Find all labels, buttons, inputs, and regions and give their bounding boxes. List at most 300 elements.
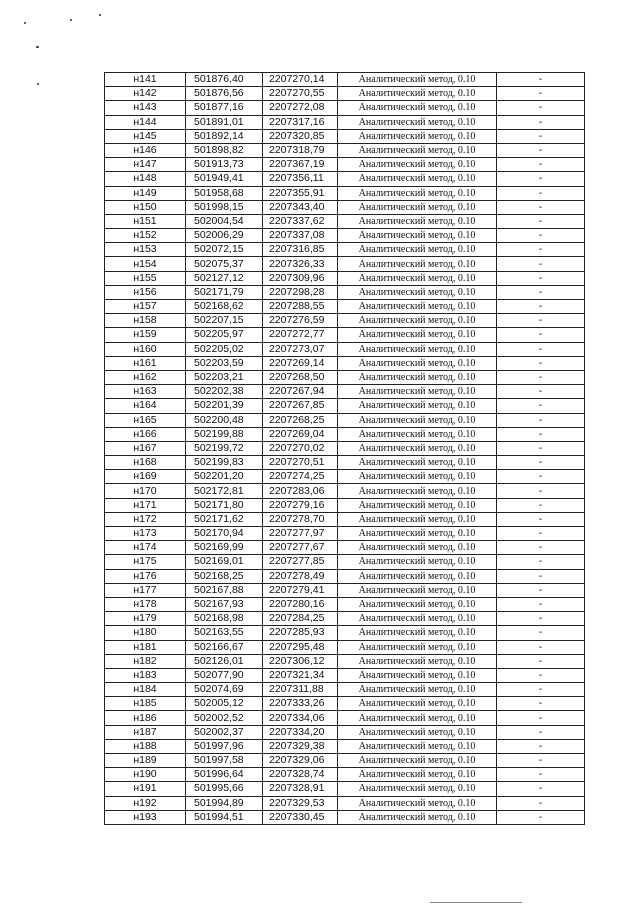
y-coordinate-cell: 2207285,93: [263, 626, 338, 640]
y-coordinate-cell: 2207295,48: [263, 640, 338, 654]
y-coordinate-cell: 2207268,25: [263, 413, 338, 427]
y-coordinate-cell: 2207274,25: [263, 470, 338, 484]
point-id-cell: н177: [105, 583, 186, 597]
y-coordinate-cell: 2207328,91: [263, 782, 338, 796]
table-row: [105, 810, 585, 824]
scan-speck: [24, 22, 26, 24]
x-coordinate-cell: 501958,68: [186, 186, 263, 200]
table-row: [105, 782, 585, 796]
method-accuracy-cell: Аналитический метод, 0.10: [338, 754, 497, 768]
table-row: [105, 512, 585, 526]
x-coordinate-cell: 502072,15: [186, 243, 263, 257]
extra-value-cell: -: [497, 512, 585, 526]
point-id-cell: н173: [105, 527, 186, 541]
table-row: [105, 356, 585, 370]
extra-value-cell: -: [497, 541, 585, 555]
extra-value-cell: -: [497, 654, 585, 668]
extra-value-cell: -: [497, 158, 585, 172]
table-row: [105, 413, 585, 427]
method-accuracy-cell: Аналитический метод, 0.10: [338, 654, 497, 668]
table-row: [105, 342, 585, 356]
point-id-cell: н181: [105, 640, 186, 654]
extra-value-cell: -: [497, 668, 585, 682]
table-row: [105, 725, 585, 739]
table-row: [105, 768, 585, 782]
extra-value-cell: -: [497, 172, 585, 186]
method-accuracy-cell: Аналитический метод, 0.10: [338, 214, 497, 228]
extra-value-cell: -: [497, 569, 585, 583]
y-coordinate-cell: 2207272,77: [263, 328, 338, 342]
point-id-cell: н152: [105, 229, 186, 243]
point-id-cell: н168: [105, 456, 186, 470]
x-coordinate-cell: 502169,01: [186, 555, 263, 569]
extra-value-cell: -: [497, 583, 585, 597]
y-coordinate-cell: 2207329,38: [263, 739, 338, 753]
extra-value-cell: -: [497, 399, 585, 413]
method-accuracy-cell: Аналитический метод, 0.10: [338, 87, 497, 101]
point-id-cell: н192: [105, 796, 186, 810]
method-accuracy-cell: Аналитический метод, 0.10: [338, 186, 497, 200]
method-accuracy-cell: Аналитический метод, 0.10: [338, 626, 497, 640]
point-id-cell: н145: [105, 129, 186, 143]
table-row: [105, 115, 585, 129]
table-row: [105, 229, 585, 243]
method-accuracy-cell: Аналитический метод, 0.10: [338, 796, 497, 810]
y-coordinate-cell: 2207333,26: [263, 697, 338, 711]
x-coordinate-cell: 502201,20: [186, 470, 263, 484]
y-coordinate-cell: 2207273,07: [263, 342, 338, 356]
y-coordinate-cell: 2207283,06: [263, 484, 338, 498]
point-id-cell: н179: [105, 612, 186, 626]
table-row: [105, 158, 585, 172]
method-accuracy-cell: Аналитический метод, 0.10: [338, 257, 497, 271]
table-row: [105, 300, 585, 314]
extra-value-cell: -: [497, 356, 585, 370]
x-coordinate-cell: 501994,89: [186, 796, 263, 810]
table-row: [105, 186, 585, 200]
method-accuracy-cell: Аналитический метод, 0.10: [338, 527, 497, 541]
method-accuracy-cell: Аналитический метод, 0.10: [338, 370, 497, 384]
table-row: [105, 668, 585, 682]
y-coordinate-cell: 2207329,06: [263, 754, 338, 768]
table-row: [105, 87, 585, 101]
extra-value-cell: -: [497, 640, 585, 654]
x-coordinate-cell: 502169,99: [186, 541, 263, 555]
extra-value-cell: -: [497, 597, 585, 611]
extra-value-cell: -: [497, 300, 585, 314]
y-coordinate-cell: 2207277,67: [263, 541, 338, 555]
x-coordinate-cell: 502168,98: [186, 612, 263, 626]
x-coordinate-cell: 502004,54: [186, 214, 263, 228]
point-id-cell: н174: [105, 541, 186, 555]
y-coordinate-cell: 2207318,79: [263, 143, 338, 157]
x-coordinate-cell: 502126,01: [186, 654, 263, 668]
x-coordinate-cell: 501891,01: [186, 115, 263, 129]
extra-value-cell: -: [497, 370, 585, 384]
extra-value-cell: -: [497, 796, 585, 810]
point-id-cell: н169: [105, 470, 186, 484]
table-row: [105, 654, 585, 668]
point-id-cell: н142: [105, 87, 186, 101]
scan-speck: [99, 14, 101, 16]
y-coordinate-cell: 2207337,62: [263, 214, 338, 228]
table-row: [105, 796, 585, 810]
point-id-cell: н183: [105, 668, 186, 682]
point-id-cell: н153: [105, 243, 186, 257]
x-coordinate-cell: 501997,96: [186, 739, 263, 753]
y-coordinate-cell: 2207267,94: [263, 385, 338, 399]
method-accuracy-cell: Аналитический метод, 0.10: [338, 328, 497, 342]
x-coordinate-cell: 501876,40: [186, 73, 263, 87]
scan-speck: [70, 19, 72, 21]
method-accuracy-cell: Аналитический метод, 0.10: [338, 441, 497, 455]
method-accuracy-cell: Аналитический метод, 0.10: [338, 413, 497, 427]
x-coordinate-cell: 502171,62: [186, 512, 263, 526]
extra-value-cell: -: [497, 214, 585, 228]
extra-value-cell: -: [497, 683, 585, 697]
x-coordinate-cell: 501876,56: [186, 87, 263, 101]
extra-value-cell: -: [497, 555, 585, 569]
point-id-cell: н163: [105, 385, 186, 399]
extra-value-cell: -: [497, 626, 585, 640]
method-accuracy-cell: Аналитический метод, 0.10: [338, 271, 497, 285]
point-id-cell: н170: [105, 484, 186, 498]
extra-value-cell: -: [497, 697, 585, 711]
table-row: [105, 541, 585, 555]
x-coordinate-cell: 502002,52: [186, 711, 263, 725]
point-id-cell: н141: [105, 73, 186, 87]
x-coordinate-cell: 501877,16: [186, 101, 263, 115]
table-row: [105, 498, 585, 512]
method-accuracy-cell: Аналитический метод, 0.10: [338, 143, 497, 157]
table-row: [105, 214, 585, 228]
x-coordinate-cell: 502171,80: [186, 498, 263, 512]
table-row: [105, 257, 585, 271]
scan-speck: [37, 83, 39, 85]
method-accuracy-cell: Аналитический метод, 0.10: [338, 243, 497, 257]
extra-value-cell: -: [497, 285, 585, 299]
x-coordinate-cell: 502168,62: [186, 300, 263, 314]
x-coordinate-cell: 502006,29: [186, 229, 263, 243]
method-accuracy-cell: Аналитический метод, 0.10: [338, 300, 497, 314]
method-accuracy-cell: Аналитический метод, 0.10: [338, 612, 497, 626]
point-id-cell: н151: [105, 214, 186, 228]
method-accuracy-cell: Аналитический метод, 0.10: [338, 768, 497, 782]
y-coordinate-cell: 2207309,96: [263, 271, 338, 285]
method-accuracy-cell: Аналитический метод, 0.10: [338, 668, 497, 682]
y-coordinate-cell: 2207272,08: [263, 101, 338, 115]
x-coordinate-cell: 501898,82: [186, 143, 263, 157]
x-coordinate-cell: 502167,93: [186, 597, 263, 611]
table-row: [105, 172, 585, 186]
extra-value-cell: -: [497, 328, 585, 342]
x-coordinate-cell: 501994,51: [186, 810, 263, 824]
x-coordinate-cell: 501913,73: [186, 158, 263, 172]
point-id-cell: н161: [105, 356, 186, 370]
point-id-cell: н180: [105, 626, 186, 640]
method-accuracy-cell: Аналитический метод, 0.10: [338, 285, 497, 299]
y-coordinate-cell: 2207320,85: [263, 129, 338, 143]
x-coordinate-cell: 502202,38: [186, 385, 263, 399]
point-id-cell: н159: [105, 328, 186, 342]
y-coordinate-cell: 2207337,08: [263, 229, 338, 243]
x-coordinate-cell: 501998,15: [186, 200, 263, 214]
y-coordinate-cell: 2207276,59: [263, 314, 338, 328]
extra-value-cell: -: [497, 810, 585, 824]
table-row: [105, 597, 585, 611]
x-coordinate-cell: 501995,66: [186, 782, 263, 796]
y-coordinate-cell: 2207277,97: [263, 527, 338, 541]
table-row: [105, 427, 585, 441]
extra-value-cell: -: [497, 456, 585, 470]
table-row: [105, 470, 585, 484]
x-coordinate-cell: 502203,59: [186, 356, 263, 370]
y-coordinate-cell: 2207277,85: [263, 555, 338, 569]
y-coordinate-cell: 2207267,85: [263, 399, 338, 413]
extra-value-cell: -: [497, 73, 585, 87]
y-coordinate-cell: 2207268,50: [263, 370, 338, 384]
table-row: [105, 569, 585, 583]
extra-value-cell: -: [497, 87, 585, 101]
table-row: [105, 385, 585, 399]
x-coordinate-cell: 502207,15: [186, 314, 263, 328]
point-id-cell: н191: [105, 782, 186, 796]
method-accuracy-cell: Аналитический метод, 0.10: [338, 597, 497, 611]
extra-value-cell: -: [497, 243, 585, 257]
x-coordinate-cell: 501997,58: [186, 754, 263, 768]
point-id-cell: н189: [105, 754, 186, 768]
method-accuracy-cell: Аналитический метод, 0.10: [338, 484, 497, 498]
x-coordinate-cell: 502127,12: [186, 271, 263, 285]
point-id-cell: н157: [105, 300, 186, 314]
extra-value-cell: -: [497, 711, 585, 725]
footer-rule: [430, 902, 522, 903]
x-coordinate-cell: 501949,41: [186, 172, 263, 186]
table-row: [105, 243, 585, 257]
y-coordinate-cell: 2207306,12: [263, 654, 338, 668]
y-coordinate-cell: 2207311,88: [263, 683, 338, 697]
method-accuracy-cell: Аналитический метод, 0.10: [338, 697, 497, 711]
y-coordinate-cell: 2207326,33: [263, 257, 338, 271]
point-id-cell: н150: [105, 200, 186, 214]
extra-value-cell: -: [497, 470, 585, 484]
y-coordinate-cell: 2207316,85: [263, 243, 338, 257]
point-id-cell: н184: [105, 683, 186, 697]
extra-value-cell: -: [497, 768, 585, 782]
method-accuracy-cell: Аналитический метод, 0.10: [338, 314, 497, 328]
table-row: [105, 683, 585, 697]
point-id-cell: н147: [105, 158, 186, 172]
extra-value-cell: -: [497, 115, 585, 129]
extra-value-cell: -: [497, 271, 585, 285]
method-accuracy-cell: Аналитический метод, 0.10: [338, 470, 497, 484]
x-coordinate-cell: 502166,67: [186, 640, 263, 654]
point-id-cell: н149: [105, 186, 186, 200]
y-coordinate-cell: 2207270,51: [263, 456, 338, 470]
y-coordinate-cell: 2207269,04: [263, 427, 338, 441]
method-accuracy-cell: Аналитический метод, 0.10: [338, 782, 497, 796]
point-id-cell: н185: [105, 697, 186, 711]
y-coordinate-cell: 2207330,45: [263, 810, 338, 824]
x-coordinate-cell: 502002,37: [186, 725, 263, 739]
method-accuracy-cell: Аналитический метод, 0.10: [338, 498, 497, 512]
table-row: [105, 527, 585, 541]
table-row: [105, 314, 585, 328]
y-coordinate-cell: 2207278,49: [263, 569, 338, 583]
extra-value-cell: -: [497, 527, 585, 541]
method-accuracy-cell: Аналитический метод, 0.10: [338, 569, 497, 583]
table-row: [105, 73, 585, 87]
method-accuracy-cell: Аналитический метод, 0.10: [338, 583, 497, 597]
extra-value-cell: -: [497, 413, 585, 427]
x-coordinate-cell: 502172,81: [186, 484, 263, 498]
x-coordinate-cell: 502199,88: [186, 427, 263, 441]
x-coordinate-cell: 502170,94: [186, 527, 263, 541]
method-accuracy-cell: Аналитический метод, 0.10: [338, 683, 497, 697]
extra-value-cell: -: [497, 739, 585, 753]
table-row: [105, 271, 585, 285]
table-row: [105, 555, 585, 569]
point-id-cell: н186: [105, 711, 186, 725]
table-row: [105, 583, 585, 597]
point-id-cell: н190: [105, 768, 186, 782]
extra-value-cell: -: [497, 101, 585, 115]
table-row: [105, 129, 585, 143]
y-coordinate-cell: 2207270,55: [263, 87, 338, 101]
point-id-cell: н160: [105, 342, 186, 356]
method-accuracy-cell: Аналитический метод, 0.10: [338, 725, 497, 739]
method-accuracy-cell: Аналитический метод, 0.10: [338, 739, 497, 753]
method-accuracy-cell: Аналитический метод, 0.10: [338, 427, 497, 441]
y-coordinate-cell: 2207284,25: [263, 612, 338, 626]
y-coordinate-cell: 2207279,41: [263, 583, 338, 597]
y-coordinate-cell: 2207279,16: [263, 498, 338, 512]
table-row: [105, 399, 585, 413]
point-id-cell: н176: [105, 569, 186, 583]
method-accuracy-cell: Аналитический метод, 0.10: [338, 711, 497, 725]
method-accuracy-cell: Аналитический метод, 0.10: [338, 342, 497, 356]
y-coordinate-cell: 2207334,20: [263, 725, 338, 739]
point-id-cell: н171: [105, 498, 186, 512]
method-accuracy-cell: Аналитический метод, 0.10: [338, 158, 497, 172]
point-id-cell: н154: [105, 257, 186, 271]
table-row: [105, 754, 585, 768]
method-accuracy-cell: Аналитический метод, 0.10: [338, 555, 497, 569]
point-id-cell: н187: [105, 725, 186, 739]
table-row: [105, 285, 585, 299]
extra-value-cell: -: [497, 385, 585, 399]
coordinate-table: [104, 72, 585, 825]
extra-value-cell: -: [497, 427, 585, 441]
table-row: [105, 739, 585, 753]
table-row: [105, 484, 585, 498]
point-id-cell: н165: [105, 413, 186, 427]
point-id-cell: н148: [105, 172, 186, 186]
y-coordinate-cell: 2207269,14: [263, 356, 338, 370]
method-accuracy-cell: Аналитический метод, 0.10: [338, 356, 497, 370]
method-accuracy-cell: Аналитический метод, 0.10: [338, 640, 497, 654]
y-coordinate-cell: 2207321,34: [263, 668, 338, 682]
extra-value-cell: -: [497, 229, 585, 243]
y-coordinate-cell: 2207270,14: [263, 73, 338, 87]
x-coordinate-cell: 501892,14: [186, 129, 263, 143]
extra-value-cell: -: [497, 342, 585, 356]
method-accuracy-cell: Аналитический метод, 0.10: [338, 172, 497, 186]
extra-value-cell: -: [497, 782, 585, 796]
point-id-cell: н172: [105, 512, 186, 526]
y-coordinate-cell: 2207317,16: [263, 115, 338, 129]
x-coordinate-cell: 502205,02: [186, 342, 263, 356]
y-coordinate-cell: 2207355,91: [263, 186, 338, 200]
y-coordinate-cell: 2207270,02: [263, 441, 338, 455]
scan-speck: [36, 46, 39, 48]
method-accuracy-cell: Аналитический метод, 0.10: [338, 385, 497, 399]
x-coordinate-cell: 502167,88: [186, 583, 263, 597]
y-coordinate-cell: 2207280,16: [263, 597, 338, 611]
y-coordinate-cell: 2207278,70: [263, 512, 338, 526]
x-coordinate-cell: 502199,83: [186, 456, 263, 470]
extra-value-cell: -: [497, 129, 585, 143]
y-coordinate-cell: 2207343,40: [263, 200, 338, 214]
table-row: [105, 143, 585, 157]
table-row: [105, 101, 585, 115]
point-id-cell: н182: [105, 654, 186, 668]
extra-value-cell: -: [497, 441, 585, 455]
x-coordinate-cell: 502074,69: [186, 683, 263, 697]
table-row: [105, 200, 585, 214]
point-id-cell: н158: [105, 314, 186, 328]
table-row: [105, 370, 585, 384]
y-coordinate-cell: 2207334,06: [263, 711, 338, 725]
point-id-cell: н155: [105, 271, 186, 285]
point-id-cell: н144: [105, 115, 186, 129]
method-accuracy-cell: Аналитический метод, 0.10: [338, 512, 497, 526]
y-coordinate-cell: 2207328,74: [263, 768, 338, 782]
x-coordinate-cell: 502205,97: [186, 328, 263, 342]
table-row: [105, 456, 585, 470]
y-coordinate-cell: 2207329,53: [263, 796, 338, 810]
x-coordinate-cell: 502168,25: [186, 569, 263, 583]
method-accuracy-cell: Аналитический метод, 0.10: [338, 73, 497, 87]
table-row: [105, 640, 585, 654]
table-row: [105, 441, 585, 455]
point-id-cell: н188: [105, 739, 186, 753]
extra-value-cell: -: [497, 484, 585, 498]
x-coordinate-cell: 502075,37: [186, 257, 263, 271]
method-accuracy-cell: Аналитический метод, 0.10: [338, 541, 497, 555]
x-coordinate-cell: 502163,55: [186, 626, 263, 640]
extra-value-cell: -: [497, 725, 585, 739]
table-row: [105, 626, 585, 640]
y-coordinate-cell: 2207288,55: [263, 300, 338, 314]
x-coordinate-cell: 502171,79: [186, 285, 263, 299]
point-id-cell: н193: [105, 810, 186, 824]
point-id-cell: н156: [105, 285, 186, 299]
point-id-cell: н166: [105, 427, 186, 441]
coordinate-table-body: [105, 73, 585, 825]
table-row: [105, 328, 585, 342]
point-id-cell: н162: [105, 370, 186, 384]
method-accuracy-cell: Аналитический метод, 0.10: [338, 399, 497, 413]
method-accuracy-cell: Аналитический метод, 0.10: [338, 129, 497, 143]
point-id-cell: н167: [105, 441, 186, 455]
extra-value-cell: -: [497, 754, 585, 768]
extra-value-cell: -: [497, 200, 585, 214]
x-coordinate-cell: 502201,39: [186, 399, 263, 413]
method-accuracy-cell: Аналитический метод, 0.10: [338, 456, 497, 470]
extra-value-cell: -: [497, 498, 585, 512]
y-coordinate-cell: 2207356,11: [263, 172, 338, 186]
